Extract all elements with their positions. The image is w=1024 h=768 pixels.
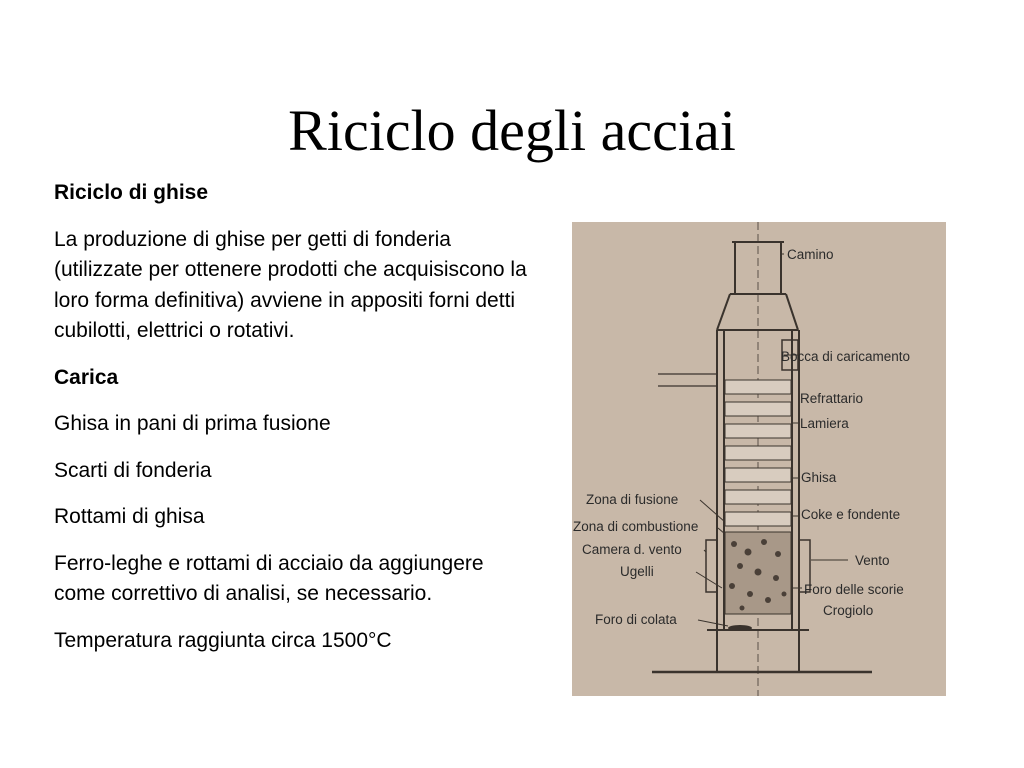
charge-layers bbox=[725, 380, 791, 526]
label-refrattario: Refrattario bbox=[800, 391, 864, 406]
label-vento: Vento bbox=[855, 553, 890, 568]
cupola-furnace-diagram bbox=[572, 222, 946, 696]
label-camera-vento: Camera d. vento bbox=[582, 542, 682, 557]
list-item: Temperatura raggiunta circa 1500°C bbox=[54, 628, 392, 652]
label-zona-fusione: Zona di fusione bbox=[586, 492, 679, 507]
label-foro-scorie: Foro delle scorie bbox=[804, 582, 904, 597]
slide-title: Riciclo degli acciai bbox=[288, 98, 736, 163]
heading-carica: Carica bbox=[54, 365, 119, 389]
heading-riciclo-ghise: Riciclo di ghise bbox=[54, 181, 209, 204]
label-ghisa: Ghisa bbox=[801, 470, 837, 485]
label-bocca-caricamento: Bocca di caricamento bbox=[781, 349, 911, 364]
list-item: Ferro-leghe e rottami di acciaio da aggiungere come correttivo di analisi, se necessario. bbox=[54, 551, 484, 605]
list-item: Scarti di fonderia bbox=[54, 458, 212, 482]
cupola-furnace-drawing bbox=[572, 222, 946, 696]
label-foro-colata: Foro di colata bbox=[595, 612, 677, 627]
label-zona-combustione: Zona di combustione bbox=[573, 519, 699, 534]
label-crogiolo: Crogiolo bbox=[823, 603, 874, 618]
tap-hole bbox=[728, 625, 752, 631]
paragraph-produzione: La produzione di ghise per getti di fonderia (utilizzate per ottenere prodotti che acquisiscono la loro forma definitiva) avviene in appositi forni detti cubilotti, elettrici o rotativi. bbox=[54, 227, 527, 342]
label-coke-fondente: Coke e fondente bbox=[801, 507, 901, 522]
list-item: Rottami di ghisa bbox=[54, 505, 205, 528]
label-ugelli: Ugelli bbox=[620, 564, 654, 579]
list-item: Ghisa in pani di prima fusione bbox=[54, 412, 331, 435]
furnace-base bbox=[652, 630, 872, 672]
label-camino: Camino bbox=[787, 247, 834, 262]
label-lamiera: Lamiera bbox=[800, 416, 849, 431]
body-text bbox=[54, 178, 534, 672]
